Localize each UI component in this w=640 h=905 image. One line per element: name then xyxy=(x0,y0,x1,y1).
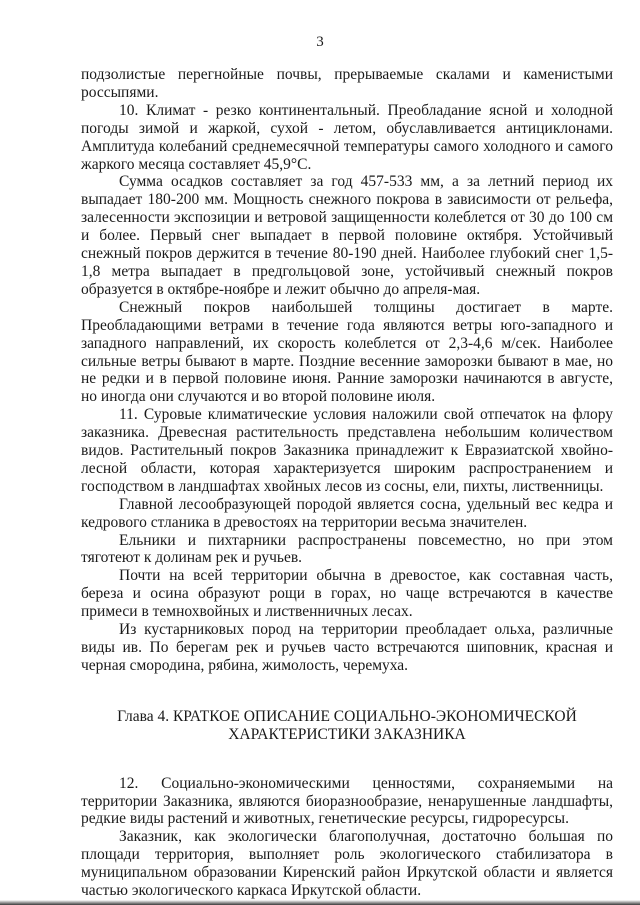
paragraph-climate: 10. Климат - резко континентальный. Преобладание ясной и холодной погоды зимой и жаркой, сухой - летом, обуславливается антициклонами. Амплитуда колебаний среднемесячной температуры самого холодного и самого жаркого месяца составляет 45,9°С. xyxy=(81,101,613,173)
chapter-title xyxy=(81,708,613,744)
paragraph-soils-continuation: подзолистые перегнойные почвы, прерываемые скалами и каменистыми россыпями. xyxy=(81,66,613,101)
paragraph-flora: 11. Суровые климатические условия наложили свой отпечаток на флору заказника. Древесная растительность представлена небольшим количеством видов. Растительный покров Заказника принадлежит к Евразиатской хвойно-лесной области, которая характеризуется широким распространением и господством в ландшафтах хвойных лесов из сосны, ели, пихты, лиственницы. xyxy=(81,406,613,495)
paragraph-birch-aspen: Почти на всей территории обычна в древостое, как составная часть, береза и осина образуют рощи в горах, но чаще встречаются в качестве примеси в темнохвойных и лиственничных лесах. xyxy=(81,567,613,621)
paragraph-socio-economic-values: 12. Социально-экономическими ценностями, сохраняемыми на территории Заказника, являются биоразнообразие, ненарушенные ландшафты, редкие виды растений и животных, генетические ресурсы, гидроресурсы. xyxy=(81,774,613,828)
page-number: 3 xyxy=(316,34,324,50)
chapter-title-line-1: Глава 4. КРАТКОЕ ОПИСАНИЕ СОЦИАЛЬНО-ЭКОНОМИЧЕСКОЙ xyxy=(117,707,577,725)
paragraph-snow-winds: Снежный покров наибольшей толщины достигает в марте. Преобладающими ветрами в течение года являются ветры юго-западного и западного направлений, их скорость колеблется от 2,3-4,6 м/сек. Наиболее сильные ветры бывают в марте. Поздние весенние заморозки бывают в мае, но не редки и в первой половине июня. Ранние заморозки начинаются в августе, но иногда они случаются и во второй половине июля. xyxy=(81,298,613,406)
paragraph-ecological-role: Заказник, как экологически благополучная, достаточно большая по площади территория, выполняет роль экологического стабилизатора в муниципальном образовании Киренский район Иркутской области и является частью экологического каркаса Иркутской области. xyxy=(81,828,613,900)
scan-bottom-edge xyxy=(0,900,640,905)
document-body xyxy=(81,66,613,900)
paragraph-shrubs: Из кустарниковых пород на территории преобладает ольха, различные виды ив. По берегам рек и ручьев часто встречаются шиповник, красная и черная смородина, рябина, жимолость, черемуха. xyxy=(81,621,613,674)
chapter-title-line-2: ХАРАКТЕРИСТИКИ ЗАКАЗНИКА xyxy=(228,725,466,743)
paragraph-pine: Главной лесообразующей породой является сосна, удельный вес кедра и кедрового стланика в древостоях на территории весьма значителен. xyxy=(81,495,613,531)
paragraph-precipitation: Сумма осадков составляет за год 457-533 мм, а за летний период их выпадает 180-200 мм. Мощность снежного покрова в зависимости от рельефа, залесенности экспозиции и ветровой защищенности колеблется от 30 до 100 см и более. Первый снег выпадает в первой половине октября. Устойчивый снежный покров держится в течение 80-190 дней. Наиболее глубокий снег 1,5-1,8 метра выпадает в предгольцовой зоне, устойчивый снежный покров образуется в октябре-ноябре и лежит обычно до апреля-мая. xyxy=(81,173,613,298)
paragraph-spruce-fir: Ельники и пихтарники распространены повсеместно, но при этом тяготеют к долинам рек и ручьев. xyxy=(81,531,613,567)
